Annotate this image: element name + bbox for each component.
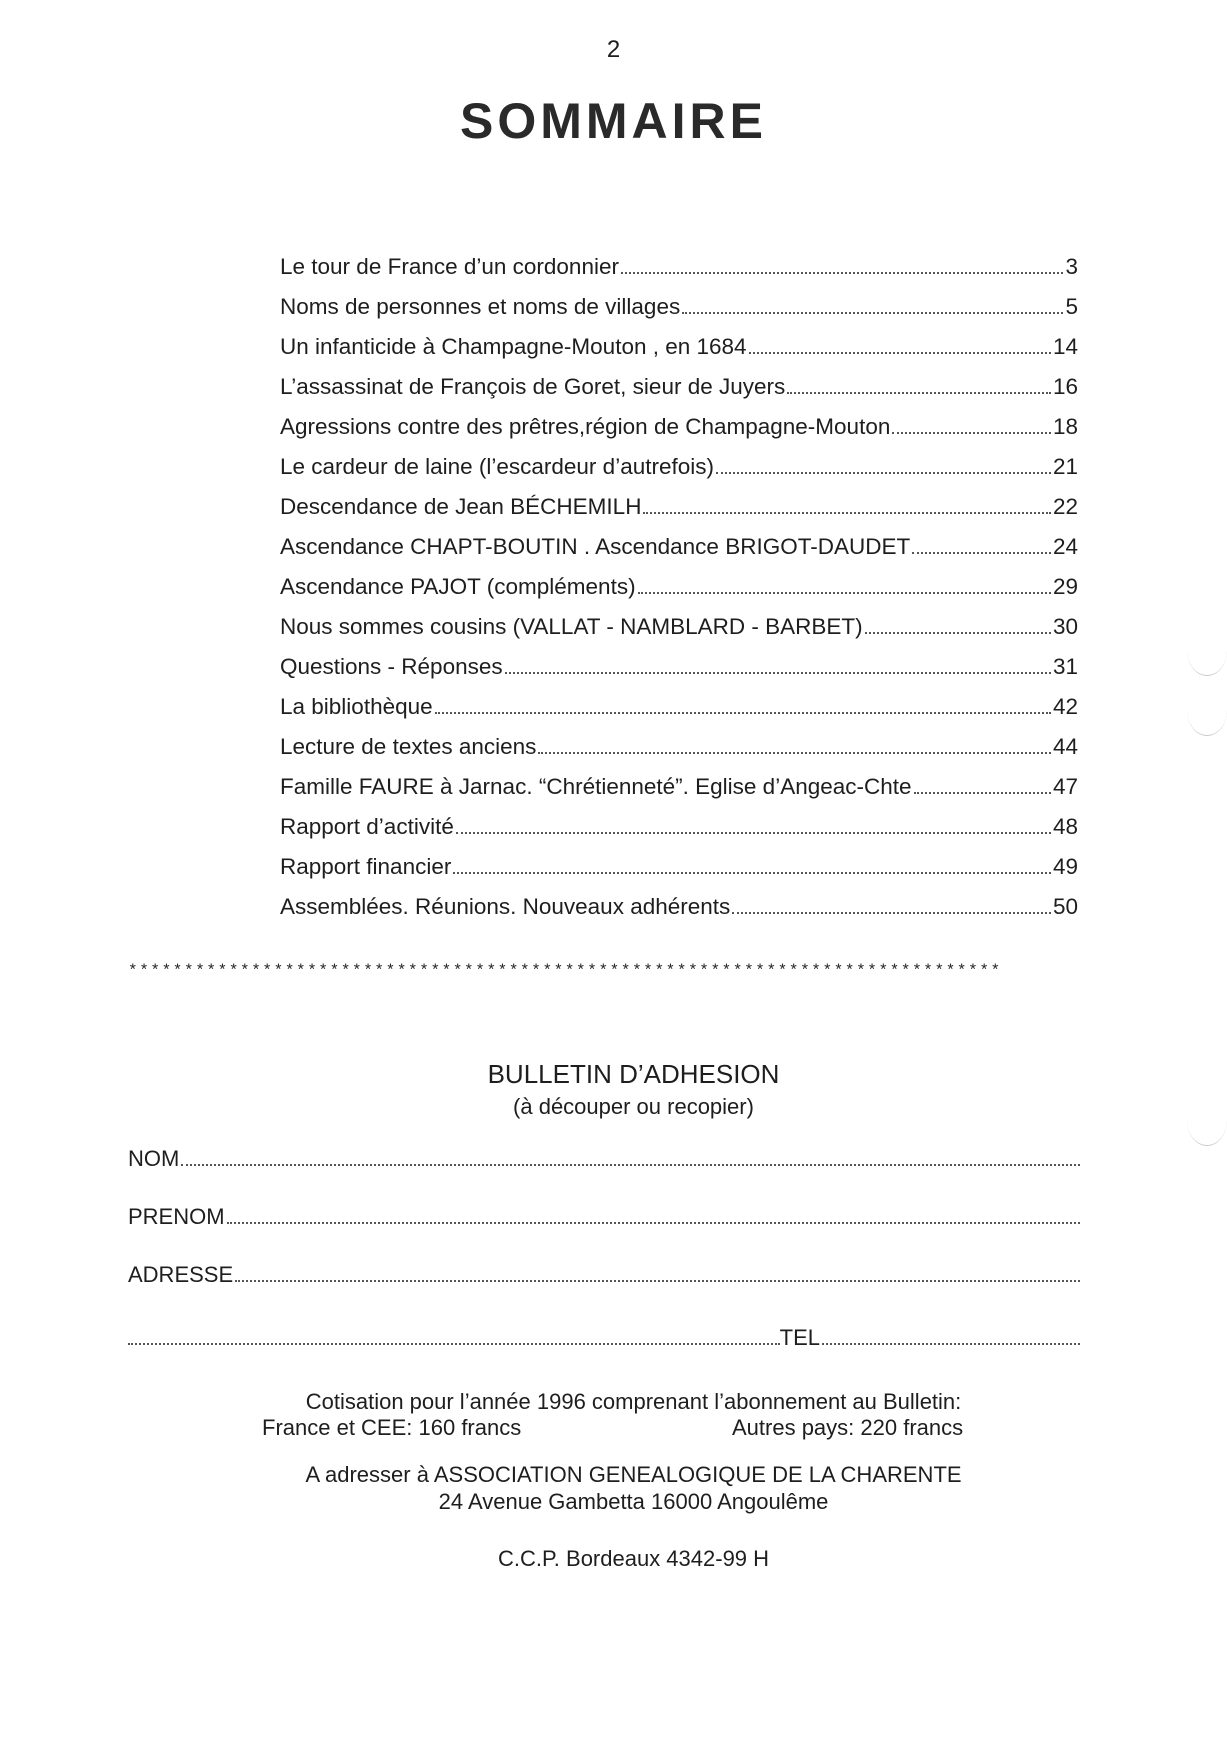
toc-entry-title: Questions - Réponses [280,654,503,679]
price-autres: Autres pays: 220 francs [732,1415,964,1440]
dot-leader [505,672,1051,674]
toc-entry-title: Noms de personnes et noms de villages [280,294,681,319]
toc-entry [280,334,1078,374]
toc-entry-page: 30 [1052,614,1078,639]
toc-entry-page: 44 [1052,734,1078,759]
toc-entry [280,534,1078,574]
dot-leader [128,1343,780,1345]
toc-entry-page: 29 [1052,574,1078,599]
nom-label: NOM [128,1146,180,1171]
toc-entry-title: La bibliothèque [280,694,433,719]
dot-leader [822,1343,1080,1345]
dot-leader [621,272,1064,274]
toc-entry-title: Ascendance CHAPT-BOUTIN . Ascendance BRIGOT-DAUDET [280,534,911,559]
toc-entry [280,654,1078,694]
toc-entry-page: 14 [1052,334,1078,359]
dot-leader [435,712,1051,714]
table-of-contents [280,254,1078,934]
toc-entry-title: Famille FAURE à Jarnac. “Chrétienneté”. Eglise d’Angeac-Chte [280,774,912,799]
dot-leader [892,432,1051,434]
nom-field [128,1146,1080,1172]
toc-entry [280,494,1078,534]
toc-entry [280,614,1078,654]
toc-entry-page: 18 [1052,414,1078,439]
address-line-1: A adresser à ASSOCIATION GENEALOGIQUE DE LA CHARENTE [305,1462,962,1487]
toc-entry-title: Rapport financier [280,854,452,879]
tel-field [128,1325,1080,1351]
toc-entry [280,374,1078,414]
toc-entry [280,854,1078,894]
binder-hole-mark [1187,685,1227,736]
toc-entry [280,894,1078,934]
dot-leader [227,1222,1080,1224]
dot-leader [538,752,1051,754]
toc-entry-page: 48 [1052,814,1078,839]
dot-leader [682,312,1063,314]
toc-entry-title: Ascendance PAJOT (compléments) [280,574,636,599]
dot-leader [716,472,1051,474]
toc-entry-page: 16 [1052,374,1078,399]
binder-hole-mark [1187,1095,1227,1146]
toc-entry-page: 5 [1065,294,1078,319]
toc-entry [280,574,1078,614]
toc-entry-page: 49 [1052,854,1078,879]
toc-entry [280,454,1078,494]
form-subtitle: (à découper ou recopier) [513,1094,754,1119]
dot-leader [453,872,1051,874]
toc-entry-title: L’assassinat de François de Goret, sieur de Juyers [280,374,786,399]
toc-entry-page: 31 [1052,654,1078,679]
dot-leader [456,832,1051,834]
dot-leader [638,592,1051,594]
toc-entry-title: Agressions contre des prêtres,région de Champagne-Mouton [280,414,891,439]
toc-entry-title: Un infanticide à Champagne-Mouton , en 1684 [280,334,747,359]
toc-entry [280,734,1078,774]
toc-entry-page: 21 [1052,454,1078,479]
toc-entry [280,774,1078,814]
adresse-label: ADRESSE [128,1262,234,1287]
tel-label: TEL [779,1325,820,1350]
toc-entry-title: Le tour de France d’un cordonnier [280,254,619,279]
toc-entry-title: Rapport d’activité [280,814,454,839]
toc-entry-title: Nous sommes cousins (VALLAT - NAMBLARD - BARBET) [280,614,863,639]
toc-entry [280,694,1078,734]
toc-entry [280,254,1078,294]
cotisation-text: Cotisation pour l’année 1996 comprenant l’abonnement au Bulletin: [305,1389,962,1414]
toc-entry [280,414,1078,454]
page-number: 2 [606,36,621,63]
prenom-field [128,1204,1080,1230]
star-separator: ****************************************************************************** [128,962,1002,980]
toc-entry-page: 50 [1052,894,1078,919]
toc-entry-page: 24 [1052,534,1078,559]
toc-entry-page: 42 [1052,694,1078,719]
dot-leader [181,1164,1080,1166]
dot-leader [914,792,1051,794]
page-title: SOMMAIRE [460,93,767,149]
toc-entry [280,814,1078,854]
prenom-label: PRENOM [128,1204,225,1229]
dot-leader [787,392,1051,394]
toc-entry-page: 3 [1065,254,1078,279]
price-france: France et CEE: 160 francs [262,1415,522,1440]
toc-entry-page: 47 [1052,774,1078,799]
toc-entry-page: 22 [1052,494,1078,519]
dot-leader [912,552,1051,554]
dot-leader [749,352,1051,354]
toc-entry-title: Assemblées. Réunions. Nouveaux adhérents [280,894,731,919]
dot-leader [865,632,1051,634]
adresse-field [128,1262,1080,1288]
dot-leader [732,912,1051,914]
toc-entry [280,294,1078,334]
toc-entry-title: Le cardeur de laine (l’escardeur d’autrefois) [280,454,714,479]
form-title: BULLETIN D’ADHESION [487,1059,780,1089]
toc-entry-title: Lecture de textes anciens [280,734,537,759]
ccp-line: C.C.P. Bordeaux 4342-99 H [497,1546,770,1571]
toc-entry-title: Descendance de Jean BÉCHEMILH [280,494,642,519]
binder-hole-mark [1187,625,1227,676]
address-line-2: 24 Avenue Gambetta 16000 Angoulême [438,1489,829,1514]
dot-leader [643,512,1051,514]
dot-leader [235,1280,1080,1282]
